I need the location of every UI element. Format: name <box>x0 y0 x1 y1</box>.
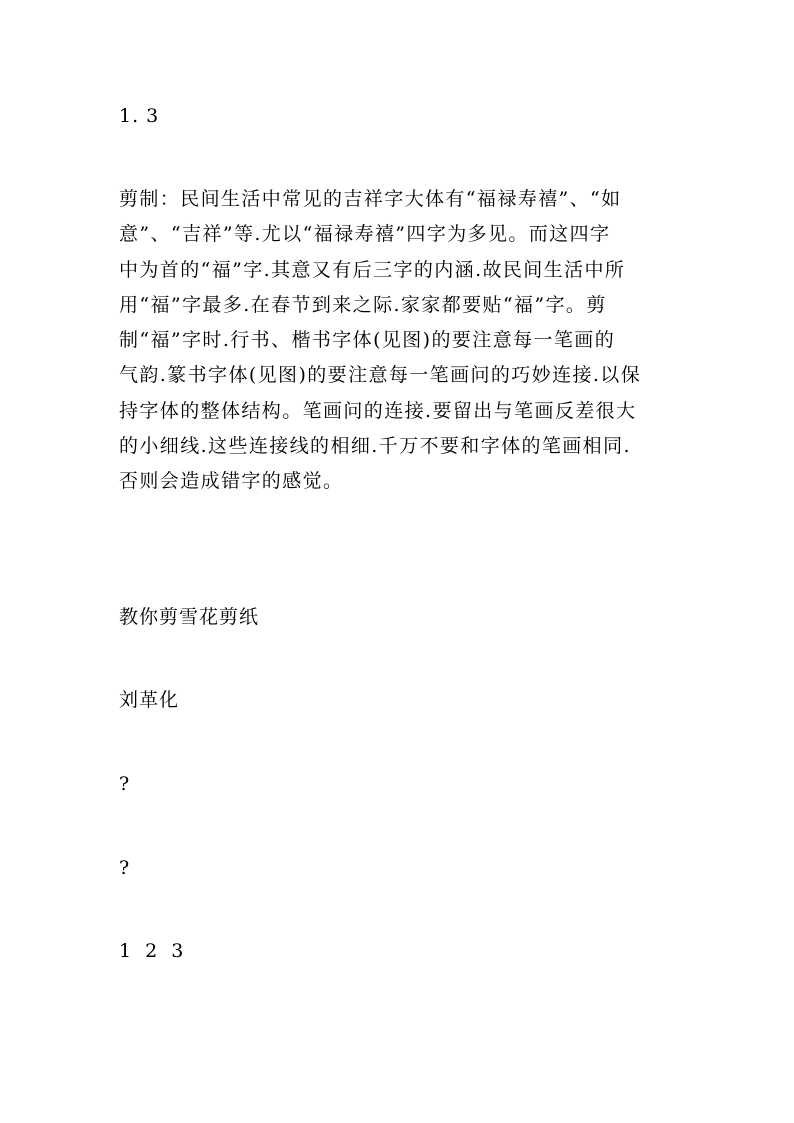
paragraph-line: 意”、“吉祥”等.尤以“福禄寿禧”四字为多见。而这四字 <box>119 223 611 246</box>
paragraph-line: 气韵.篆书字体(见图)的要注意每一笔画问的巧妙连接.以保 <box>119 364 642 387</box>
image-placeholder-2: ? <box>119 857 131 879</box>
paragraph-line: 的小细线.这些连接线的相细.千万不要和字体的笔画相同. <box>119 435 631 458</box>
paragraph-line: 持字体的整体结构。笔画问的连接.要留出与笔画反差很大 <box>119 399 637 422</box>
paragraph-line: 用“福”字最多.在春节到来之际.家家都要贴“福”字。剪 <box>119 293 607 316</box>
paragraph-line: 中为首的“福”字.其意又有后三字的内涵.故民间生活中所 <box>119 258 626 281</box>
paragraph-line: 剪制：民间生活中常见的吉祥字大体有“福禄寿禧”、“如 <box>119 188 622 210</box>
author-name: 刘革化 <box>119 689 180 711</box>
paragraph-line: 制“福”字时.行书、楷书字体(见图)的要注意每一笔画的 <box>119 329 616 352</box>
figure-reference-bottom: 1 2 3 <box>119 940 188 962</box>
article-title: 教你剪雪花剪纸 <box>119 606 260 628</box>
body-paragraph <box>119 182 675 500</box>
paragraph-line: 否则会造成错字的感觉。 <box>119 470 344 493</box>
image-placeholder-1: ? <box>119 773 131 795</box>
figure-reference-top: 1. 3 <box>119 105 160 127</box>
